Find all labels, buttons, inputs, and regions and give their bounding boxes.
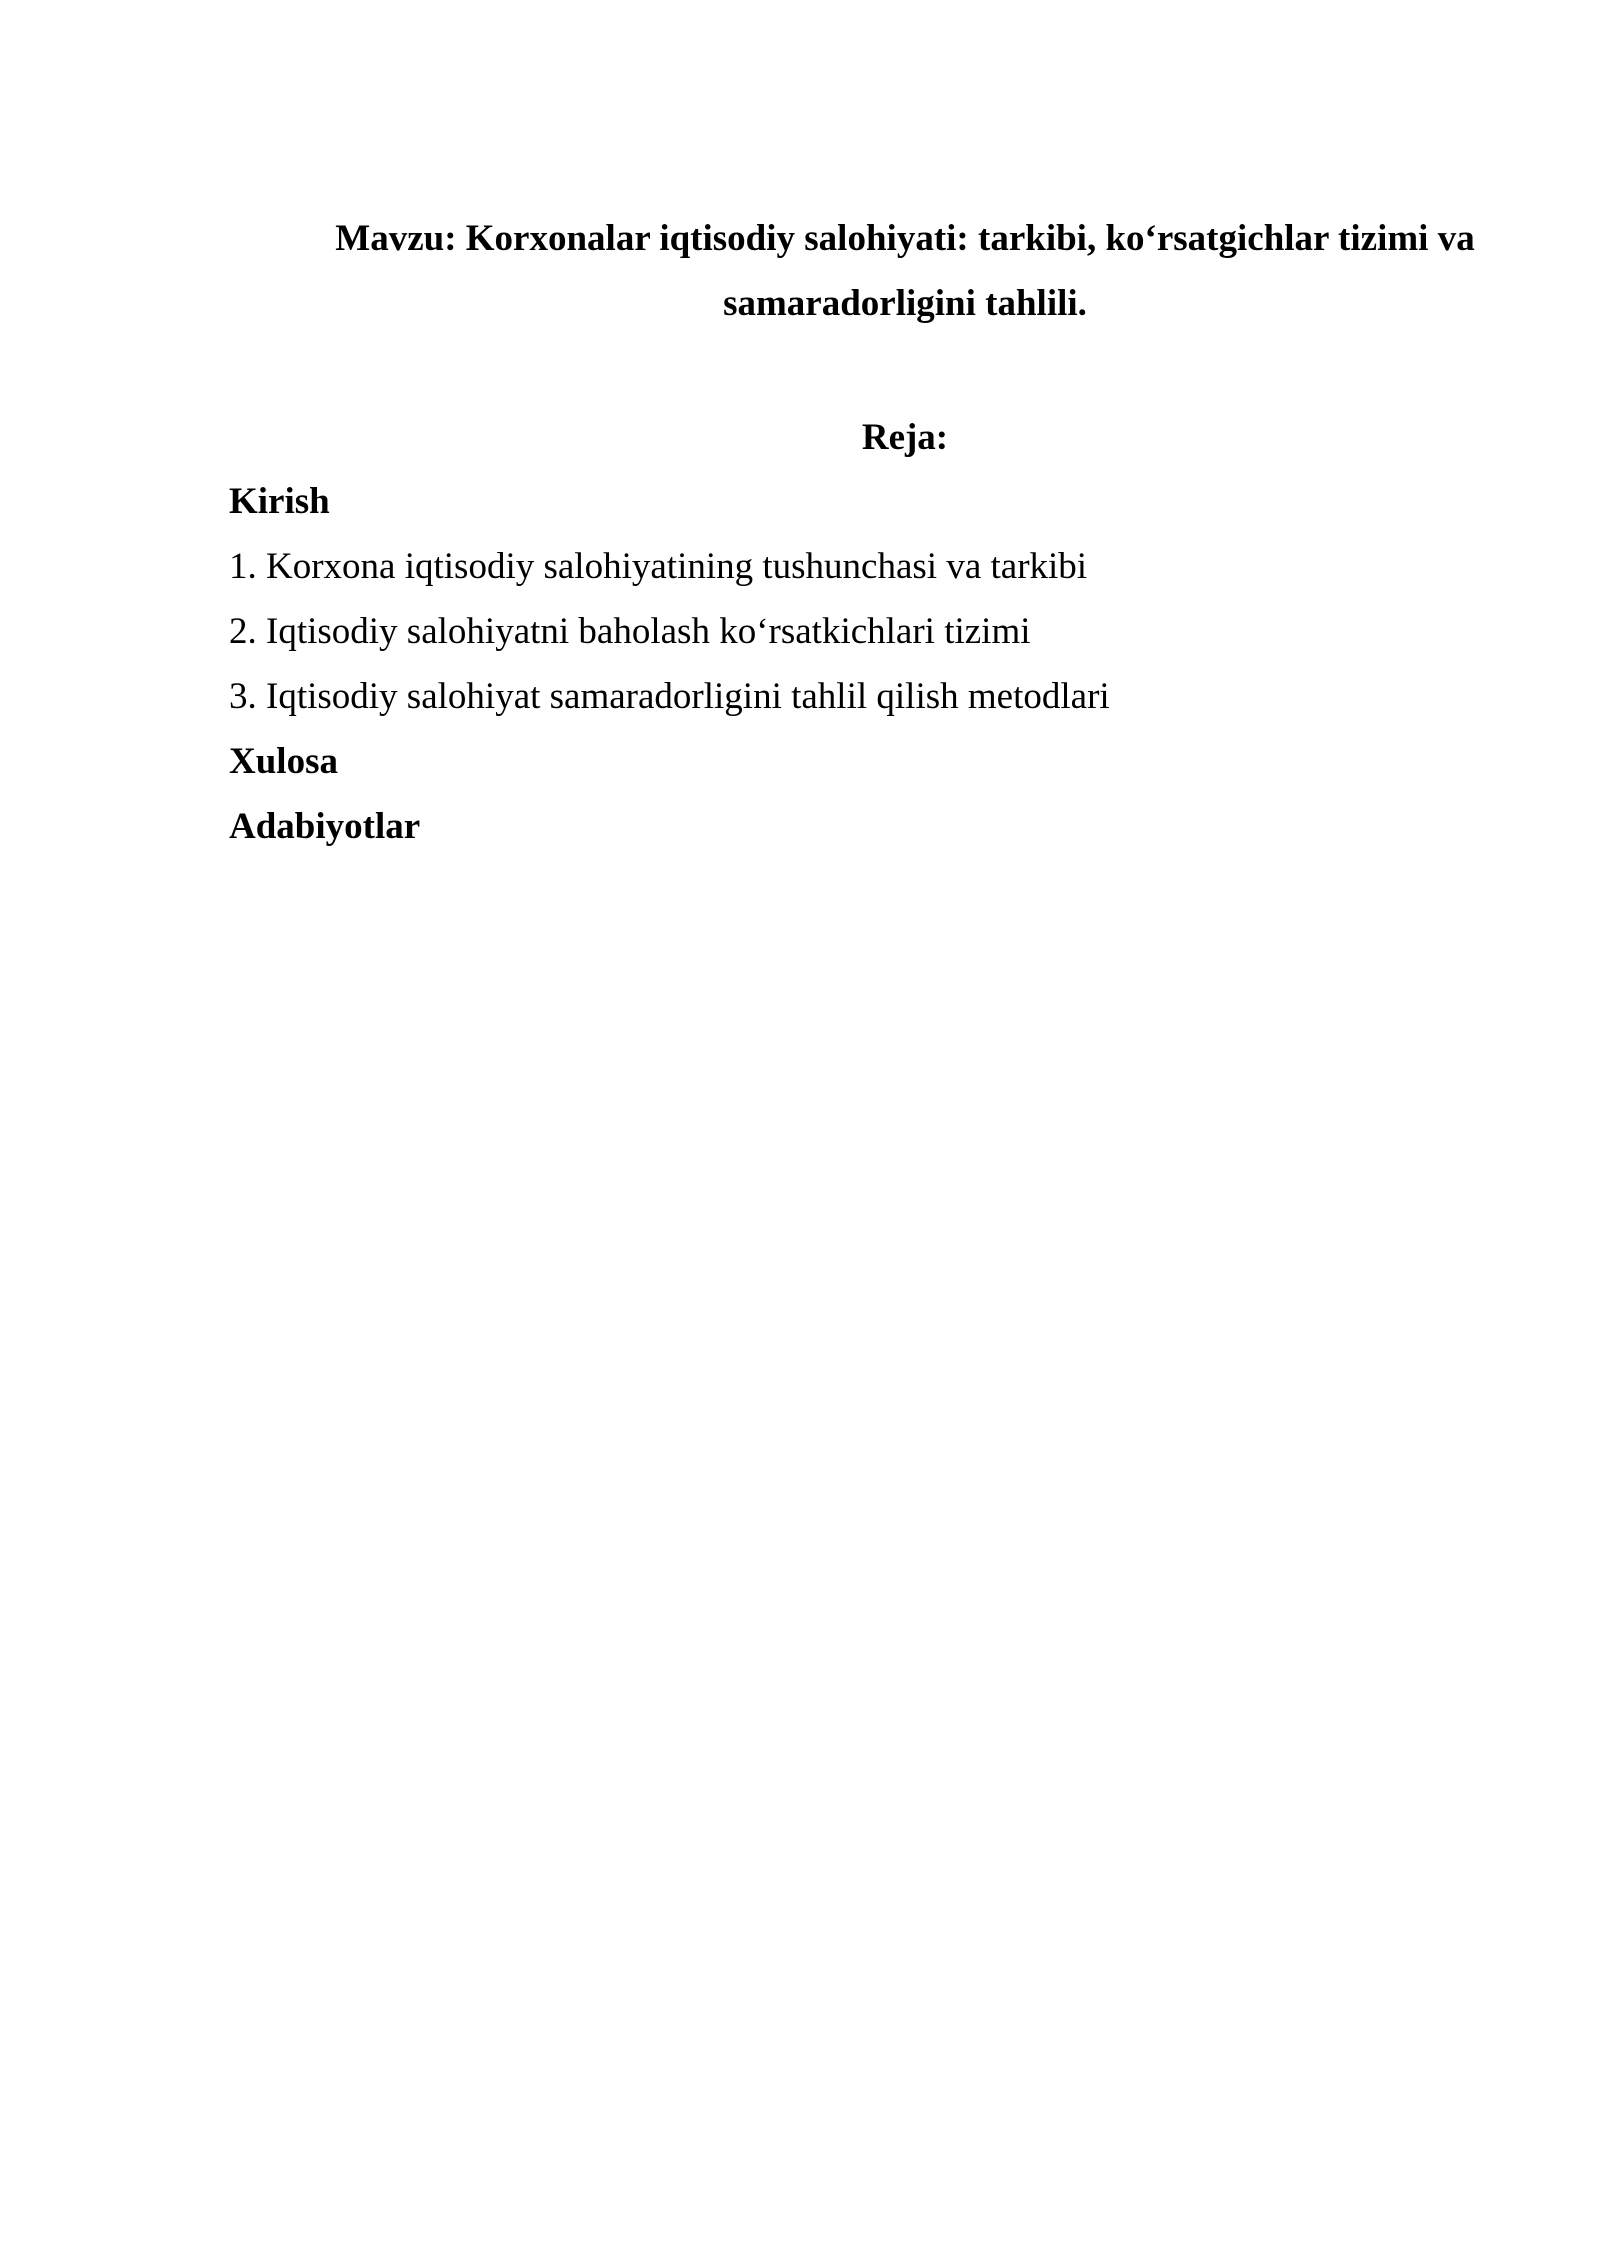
plan-item-2: 2. Iqtisodiy salohiyatni baholash ko‘rsatkichlari tizimi bbox=[229, 611, 1031, 652]
document-title: Mavzu: Korxonalar iqtisodiy salohiyati: tarkibi, ko‘rsatgichlar tizimi va samaradorligini tahlili. bbox=[335, 218, 1475, 324]
plan-heading: Reja: bbox=[861, 417, 949, 458]
plan-list bbox=[229, 469, 1110, 859]
plan-item-intro: Kirish bbox=[229, 481, 330, 522]
plan-item-conclusion: Xulosa bbox=[229, 741, 338, 782]
plan-item-3: 3. Iqtisodiy salohiyat samaradorligini tahlil qilish metodlari bbox=[229, 676, 1110, 717]
plan-item-1: 1. Korxona iqtisodiy salohiyatining tushunchasi va tarkibi bbox=[229, 546, 1088, 587]
plan-item-references: Adabiyotlar bbox=[229, 806, 421, 847]
